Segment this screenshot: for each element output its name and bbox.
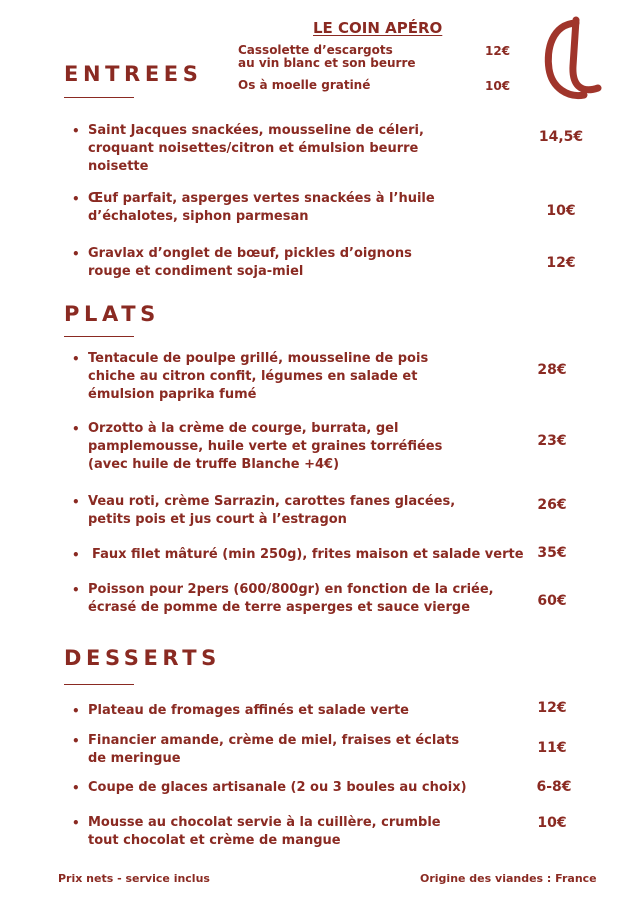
menu-item (72, 546, 532, 564)
menu-item (72, 732, 522, 768)
section-divider (64, 336, 134, 337)
menu-item (72, 245, 522, 281)
menu-item-price: 14,5€ (538, 129, 584, 145)
bullet-icon: • (72, 734, 80, 748)
menu-item-label: Coupe de glaces artisanale (2 ou 3 boules au choix) (88, 780, 467, 795)
apero-item-label: Cassolette d’escargots au vin blanc et son beurre (238, 43, 416, 70)
menu-item-label: Plateau de fromages affinés et salade verte (88, 703, 409, 718)
menu-item-label: Financier amande, crème de miel, fraises et éclats de meringue (88, 733, 460, 766)
section-title-plats: PLATS (64, 302, 160, 326)
menu-item-label: Tentacule de poulpe grillé, mousseline de pois chiche au citron confit, légumes en salade et émulsion paprika fumé (88, 351, 429, 402)
menu-item-label: Œuf parfait, asperges vertes snackées à l’huile d’échalotes, siphon parmesan (88, 191, 435, 224)
section-divider (64, 684, 134, 685)
menu-item-price: 28€ (537, 362, 567, 378)
section-divider (64, 97, 134, 98)
bullet-icon: • (72, 247, 80, 261)
menu-item-price: 10€ (537, 815, 567, 831)
section-title-desserts: DESSERTS (64, 646, 221, 670)
menu-item (72, 420, 522, 474)
menu-item-label: Saint Jacques snackées, mousseline de céleri, croquant noisettes/citron et émulsion beurre noisette (88, 123, 424, 174)
menu-item-price: 23€ (537, 433, 567, 449)
bullet-icon: • (72, 352, 80, 366)
menu-item-price: 11€ (537, 740, 567, 756)
menu-item (72, 779, 522, 797)
section-title-entrees: ENTREES (64, 62, 203, 86)
bullet-icon: • (72, 816, 80, 830)
menu-item (72, 122, 522, 176)
menu-item (72, 350, 522, 404)
footer-price-note: Prix nets - service inclus (58, 872, 210, 885)
bullet-icon: • (72, 548, 80, 562)
menu-item (72, 581, 532, 617)
apero-item-label: Os à moelle gratiné (238, 78, 371, 92)
bullet-icon: • (72, 583, 80, 597)
menu-item-label: Poisson pour 2pers (600/800gr) en fonction de la criée, écrasé de pomme de terre asperges et sauce vierge (88, 582, 494, 615)
bullet-icon: • (72, 495, 80, 509)
menu-item-price: 10€ (546, 203, 576, 219)
menu-item-price: 6-8€ (536, 779, 572, 795)
menu-item (72, 493, 522, 529)
bullet-icon: • (72, 124, 80, 138)
menu-item-label: Veau roti, crème Sarrazin, carottes fanes glacées, petits pois et jus court à l’estragon (88, 494, 456, 527)
bullet-icon: • (72, 192, 80, 206)
menu-item (72, 814, 522, 850)
menu-item-price: 12€ (537, 700, 567, 716)
apero-item-price: 12€ (485, 44, 511, 58)
menu-item-label: Faux filet mâturé (min 250g), frites maison et salade verte (92, 547, 524, 562)
menu-item-label: Orzotto à la crème de courge, burrata, gel pamplemousse, huile verte et graines torréfiées (avec huile de truffe Blanche +4€) (88, 421, 443, 472)
bullet-icon: • (72, 704, 80, 718)
apero-item-price: 10€ (485, 79, 511, 93)
menu-item-price: 35€ (537, 545, 567, 561)
restaurant-logo (540, 14, 602, 104)
menu-item-label: Mousse au chocolat servie à la cuillère, crumble tout chocolat et crème de mangue (88, 815, 441, 848)
menu-item (72, 702, 522, 720)
bullet-icon: • (72, 781, 80, 795)
menu-item-price: 26€ (537, 497, 567, 513)
bullet-icon: • (72, 422, 80, 436)
menu-item-price: 60€ (537, 593, 567, 609)
menu-item (72, 190, 522, 226)
menu-item-label: Gravlax d’onglet de bœuf, pickles d’oignons rouge et condiment soja-miel (88, 246, 412, 279)
apero-title: LE COIN APÉRO (313, 19, 443, 37)
footer-meat-origin: Origine des viandes : France (420, 872, 597, 885)
logo-letter-l (573, 20, 598, 90)
menu-item-price: 12€ (546, 255, 576, 271)
